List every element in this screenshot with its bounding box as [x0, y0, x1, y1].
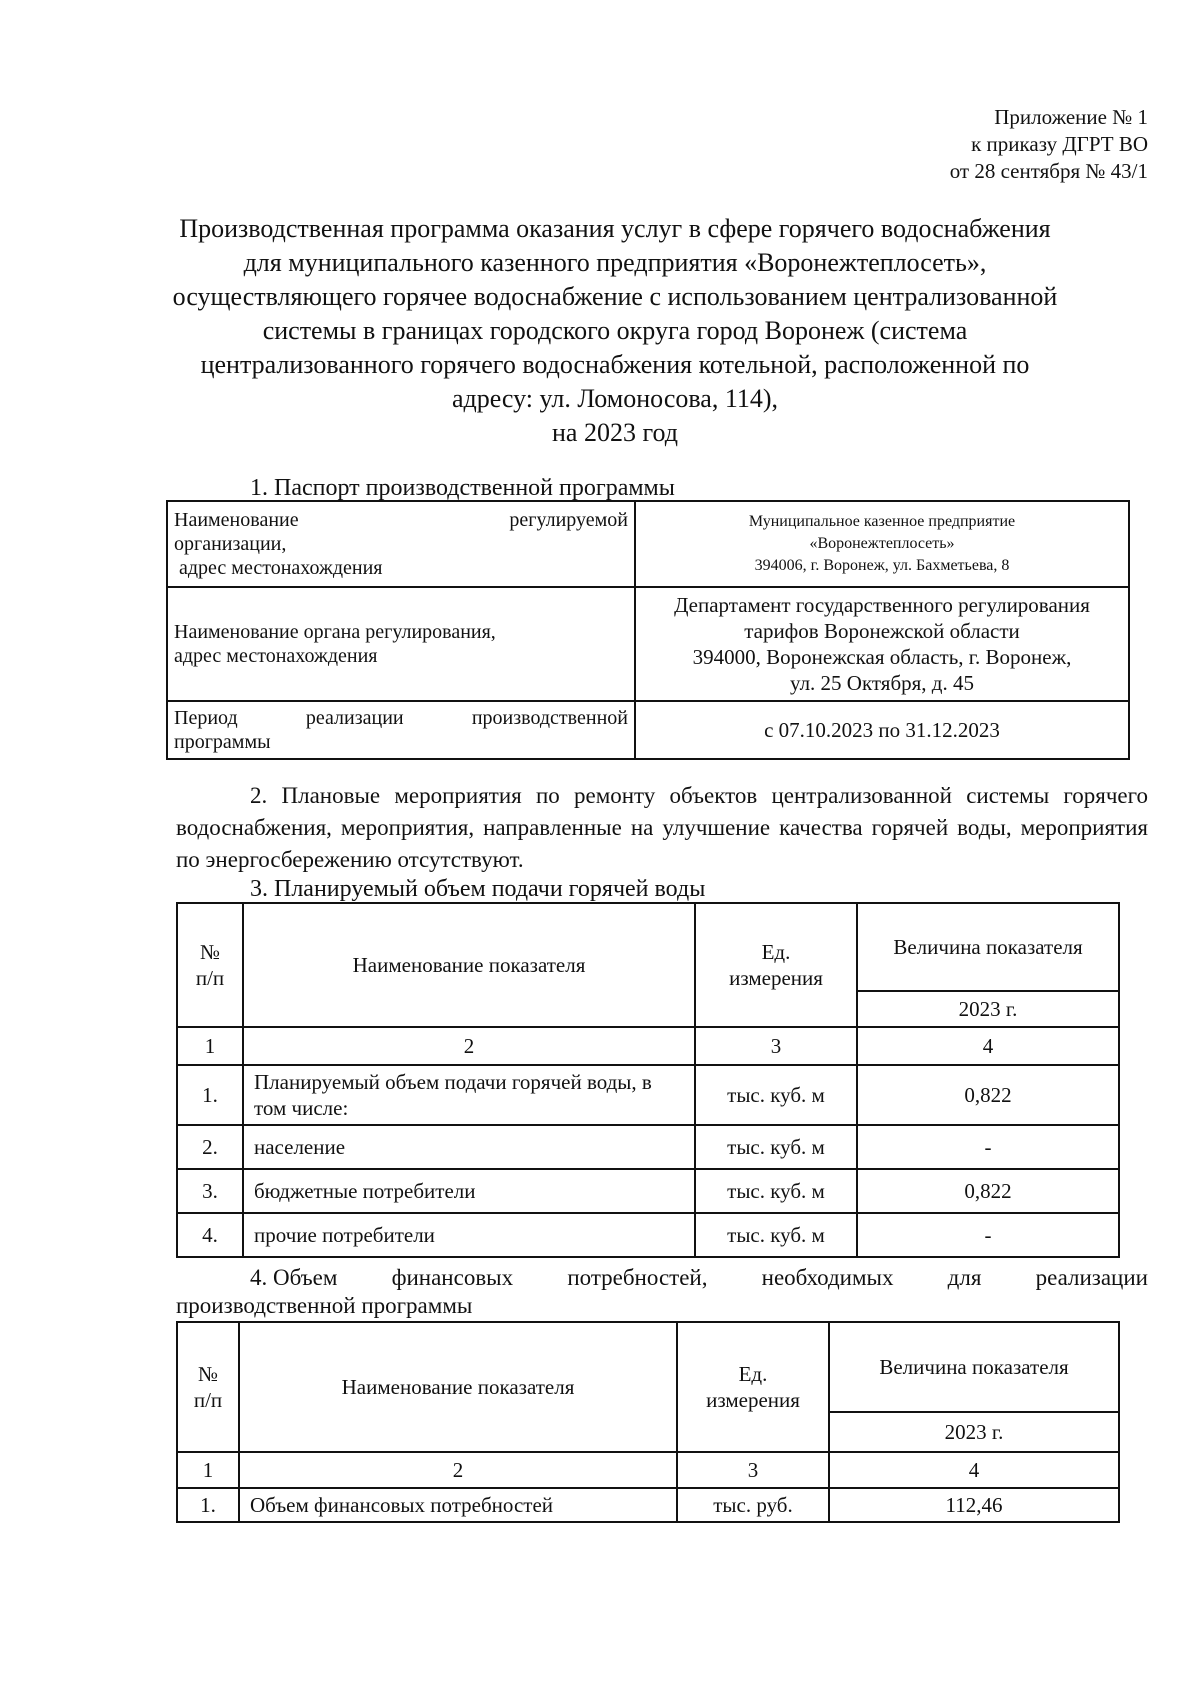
col-unit-header: [677, 1322, 829, 1452]
label-word: Наименование: [174, 509, 299, 531]
label-line: организации,: [174, 533, 287, 555]
header-text: № п/п: [195, 940, 225, 990]
title-line: осуществляющего горячее водоснабжение с использованием централизованной: [172, 282, 1058, 311]
index-cell: 2: [243, 1027, 695, 1065]
section2-paragraph: 2. Плановые мероприятия по ремонту объектов централизованной системы горячего водоснабжения, мероприятия, направленные на улучшение качества горячей воды, мероприятия по энергосбережению отсутствуют.: [176, 783, 1148, 872]
index-cell: 1: [177, 1027, 243, 1065]
title-line: системы в границах городского округа город Воронеж (система: [262, 316, 968, 345]
regulator-label: [167, 587, 635, 701]
financial-needs-table: [176, 1321, 1120, 1523]
period-label: [167, 701, 635, 759]
row-name: Объем финансовых потребностей: [239, 1488, 677, 1522]
row-value: -: [857, 1213, 1119, 1257]
row-name: прочие потребители: [243, 1213, 695, 1257]
document-title: [150, 212, 1080, 450]
hot-water-volume-table: [176, 902, 1120, 1258]
table-row: [177, 1125, 1119, 1169]
table-header-row: [177, 903, 1119, 991]
col-year-header: 2023 г.: [829, 1412, 1119, 1452]
col-value-header: Величина показателя: [829, 1322, 1119, 1412]
index-cell: 4: [829, 1452, 1119, 1488]
heading-word: финансовых: [391, 1265, 514, 1290]
heading-word: для: [947, 1265, 982, 1290]
regulator-value: [635, 587, 1129, 701]
header-text: Ед. измерения: [729, 940, 823, 990]
title-line: Производственная программа оказания услуг в сфере горячего водоснабжения: [179, 214, 1051, 243]
value-line: Муниципальное казенное предприятие: [748, 513, 1016, 530]
row-value: -: [857, 1125, 1119, 1169]
heading-word: 4. Объем: [250, 1265, 338, 1290]
table-index-row: [177, 1452, 1119, 1488]
table-row: [177, 1065, 1119, 1125]
heading-word: необходимых: [761, 1265, 894, 1290]
attachment-header: [950, 104, 1148, 185]
row-num: 1.: [177, 1488, 239, 1522]
row-num: 1.: [177, 1065, 243, 1125]
org-name-label: [167, 501, 635, 587]
heading-word: потребностей,: [567, 1265, 708, 1290]
row-unit: тыс. руб.: [677, 1488, 829, 1522]
label-word: Период: [174, 707, 238, 729]
row-unit: тыс. куб. м: [695, 1213, 857, 1257]
section1-heading: 1. Паспорт производственной программы: [250, 475, 675, 501]
section4-heading: [176, 1264, 1148, 1320]
value-line: 394000, Воронежская область, г. Воронеж,: [692, 645, 1072, 669]
attachment-date: от 28 сентября № 43/1: [949, 159, 1148, 183]
section3-heading: 3. Планируемый объем подачи горячей воды: [250, 876, 706, 902]
row-unit: тыс. куб. м: [695, 1169, 857, 1213]
index-cell: 2: [239, 1452, 677, 1488]
table-index-row: [177, 1027, 1119, 1065]
row-unit: тыс. куб. м: [695, 1125, 857, 1169]
label-line: адрес местонахождения: [174, 557, 383, 579]
index-cell: 4: [857, 1027, 1119, 1065]
value-line: ул. 25 Октября, д. 45: [790, 671, 974, 695]
table-row: [167, 701, 1129, 759]
row-num: 3.: [177, 1169, 243, 1213]
period-value: [635, 701, 1129, 759]
row-name: бюджетные потребители: [243, 1169, 695, 1213]
row-num: 2.: [177, 1125, 243, 1169]
title-line: для муниципального казенного предприятия «Воронежтеплосеть»,: [243, 248, 987, 277]
row-value: 0,822: [857, 1065, 1119, 1125]
table-row: [167, 501, 1129, 587]
index-cell: 1: [177, 1452, 239, 1488]
value-line: с 07.10.2023 по 31.12.2023: [764, 718, 1000, 742]
col-name-header: Наименование показателя: [239, 1322, 677, 1452]
col-name-header: Наименование показателя: [243, 903, 695, 1027]
header-text: Ед. измерения: [706, 1362, 800, 1412]
col-num-header: [177, 903, 243, 1027]
col-value-header: Величина показателя: [857, 903, 1119, 991]
header-text: № п/п: [193, 1362, 223, 1412]
table-row: [177, 1488, 1119, 1522]
col-num-header: [177, 1322, 239, 1452]
value-line: Департамент государственного регулирования: [674, 593, 1090, 617]
table-header-row: [177, 1322, 1119, 1412]
value-line: 394006, г. Воронеж, ул. Бахметьева, 8: [754, 557, 1010, 574]
row-value: 112,46: [829, 1488, 1119, 1522]
label-word: производственной: [471, 707, 628, 729]
attachment-number: Приложение № 1: [994, 105, 1148, 129]
table-row: [177, 1213, 1119, 1257]
attachment-order: к приказу ДГРТ ВО: [971, 132, 1148, 156]
title-line: адресу: ул. Ломоносова, 114),: [451, 384, 779, 413]
index-cell: 3: [695, 1027, 857, 1065]
table-row: [177, 1169, 1119, 1213]
row-name: население: [243, 1125, 695, 1169]
heading-word: реализации: [1035, 1265, 1148, 1290]
col-unit-header: [695, 903, 857, 1027]
row-unit: тыс. куб. м: [695, 1065, 857, 1125]
label-word: регулируемой: [509, 509, 628, 531]
label-line: адрес местонахождения: [174, 645, 378, 667]
label-line: программы: [174, 731, 271, 753]
value-line: тарифов Воронежской области: [744, 619, 1020, 643]
passport-table: [166, 500, 1130, 760]
label-line: Наименование органа регулирования,: [174, 621, 496, 643]
label-word: реализации: [305, 707, 404, 729]
org-name-value: [635, 501, 1129, 587]
col-year-header: 2023 г.: [857, 991, 1119, 1027]
row-name: Планируемый объем подачи горячей воды, в том числе:: [243, 1065, 695, 1125]
table-row: [167, 587, 1129, 701]
title-line: на 2023 год: [552, 418, 678, 447]
row-num: 4.: [177, 1213, 243, 1257]
row-value: 0,822: [857, 1169, 1119, 1213]
heading-line: производственной программы: [176, 1293, 473, 1318]
value-line: «Воронежтеплосеть»: [809, 535, 955, 552]
title-line: централизованного горячего водоснабжения котельной, расположенной по: [200, 350, 1030, 379]
index-cell: 3: [677, 1452, 829, 1488]
